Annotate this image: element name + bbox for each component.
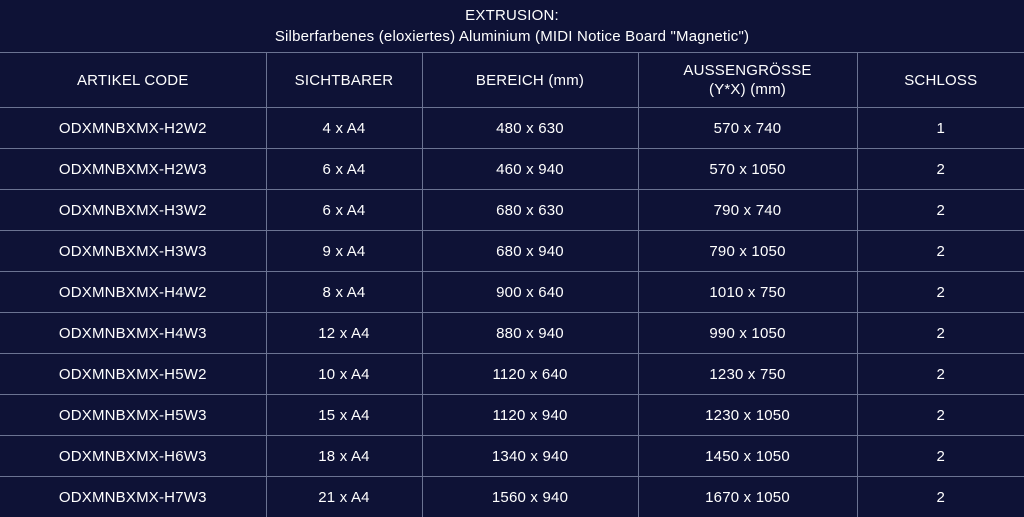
table-row: [0, 108, 1024, 149]
cell-visible: 18 x A4: [266, 436, 422, 477]
cell-visible: 6 x A4: [266, 190, 422, 231]
header-code: ARTIKEL CODE: [0, 53, 266, 108]
table-row: [0, 354, 1024, 395]
cell-area: 1560 x 940: [422, 477, 638, 517]
cell-area: 460 x 940: [422, 149, 638, 190]
cell-outer-size: 790 x 740: [638, 190, 857, 231]
cell-area: 1120 x 940: [422, 395, 638, 436]
cell-outer-size: 990 x 1050: [638, 313, 857, 354]
header-area: BEREICH (mm): [422, 53, 638, 108]
table-row: [0, 395, 1024, 436]
cell-lock: 1: [857, 108, 1024, 149]
header-visible: SICHTBARER: [266, 53, 422, 108]
table-body: [0, 108, 1024, 517]
table-row: [0, 149, 1024, 190]
cell-area: 900 x 640: [422, 272, 638, 313]
cell-area: 1120 x 640: [422, 354, 638, 395]
cell-visible: 12 x A4: [266, 313, 422, 354]
cell-area: 1340 x 940: [422, 436, 638, 477]
cell-visible: 15 x A4: [266, 395, 422, 436]
cell-area: 480 x 630: [422, 108, 638, 149]
cell-lock: 2: [857, 313, 1024, 354]
header-outer-size: [638, 53, 857, 108]
table-row: [0, 436, 1024, 477]
cell-code: ODXMNBXMX-H2W3: [0, 149, 266, 190]
cell-area: 680 x 630: [422, 190, 638, 231]
table-row: [0, 190, 1024, 231]
cell-visible: 4 x A4: [266, 108, 422, 149]
cell-lock: 2: [857, 149, 1024, 190]
cell-outer-size: 570 x 1050: [638, 149, 857, 190]
cell-visible: 10 x A4: [266, 354, 422, 395]
header-row: [0, 53, 1024, 108]
cell-outer-size: 1450 x 1050: [638, 436, 857, 477]
title-line-2: Silberfarbenes (eloxiertes) Aluminium (MIDI Notice Board "Magnetic"): [0, 26, 1024, 47]
cell-code: ODXMNBXMX-H7W3: [0, 477, 266, 517]
header-lock: SCHLOSS: [857, 53, 1024, 108]
cell-lock: 2: [857, 436, 1024, 477]
cell-visible: 6 x A4: [266, 149, 422, 190]
cell-code: ODXMNBXMX-H5W2: [0, 354, 266, 395]
table-row: [0, 313, 1024, 354]
table-row: [0, 477, 1024, 517]
cell-lock: 2: [857, 190, 1024, 231]
cell-visible: 9 x A4: [266, 231, 422, 272]
cell-code: ODXMNBXMX-H4W2: [0, 272, 266, 313]
cell-outer-size: 1230 x 750: [638, 354, 857, 395]
cell-lock: 2: [857, 477, 1024, 517]
cell-area: 680 x 940: [422, 231, 638, 272]
cell-visible: 8 x A4: [266, 272, 422, 313]
title-line-1: EXTRUSION:: [0, 5, 1024, 26]
cell-outer-size: 1230 x 1050: [638, 395, 857, 436]
cell-outer-size: 1010 x 750: [638, 272, 857, 313]
cell-code: ODXMNBXMX-H4W3: [0, 313, 266, 354]
cell-area: 880 x 940: [422, 313, 638, 354]
cell-lock: 2: [857, 354, 1024, 395]
cell-code: ODXMNBXMX-H6W3: [0, 436, 266, 477]
cell-lock: 2: [857, 231, 1024, 272]
title-row: [0, 0, 1024, 53]
cell-lock: 2: [857, 395, 1024, 436]
header-outer-line-1: AUSSENGRÖSSE: [639, 61, 857, 80]
header-outer-line-2: (Y*X) (mm): [639, 80, 857, 99]
table-row: [0, 272, 1024, 313]
cell-lock: 2: [857, 272, 1024, 313]
cell-code: ODXMNBXMX-H5W3: [0, 395, 266, 436]
table-row: [0, 231, 1024, 272]
cell-code: ODXMNBXMX-H2W2: [0, 108, 266, 149]
cell-outer-size: 570 x 740: [638, 108, 857, 149]
cell-outer-size: 1670 x 1050: [638, 477, 857, 517]
table-title: [0, 0, 1024, 53]
cell-outer-size: 790 x 1050: [638, 231, 857, 272]
cell-visible: 21 x A4: [266, 477, 422, 517]
cell-code: ODXMNBXMX-H3W2: [0, 190, 266, 231]
cell-code: ODXMNBXMX-H3W3: [0, 231, 266, 272]
